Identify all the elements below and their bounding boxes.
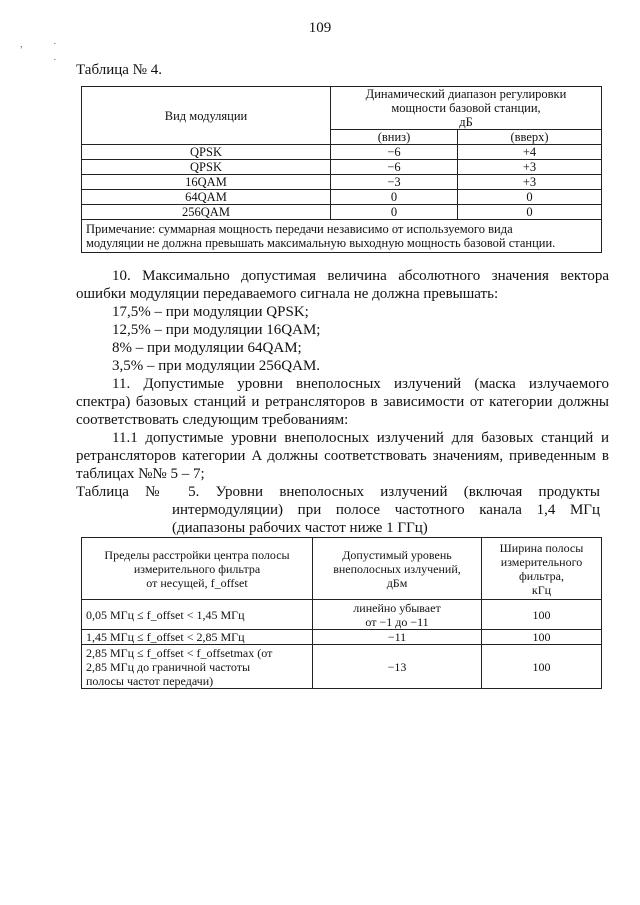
cell-modulation: QPSK	[82, 160, 331, 175]
table5	[81, 537, 602, 689]
cell-line: 2,85 МГц до граничной частоты	[86, 659, 251, 674]
table-row	[82, 205, 602, 220]
paragraph-line: 10. Максимально допустимая величина абсолютного значения вектора	[112, 268, 609, 284]
header-range-line: мощности базовой станции,	[391, 101, 541, 115]
note-line: модуляции не должна превышать максимальную выходную мощность базовой станции.	[86, 236, 556, 250]
cell-down: 0	[331, 205, 458, 220]
header-line: измерительного фильтра	[133, 561, 261, 576]
table5-title-line: Таблица № 5. Уровни внеполосных излучений (включая продукты	[76, 484, 600, 500]
table-row	[82, 145, 602, 160]
cell-up: +3	[457, 175, 601, 190]
cell-offset	[82, 645, 313, 689]
cell-line: от −1 до −11	[365, 614, 429, 629]
cell-line: −13	[387, 659, 407, 674]
header-line: от несущей, f_offset	[146, 575, 248, 590]
note-line: Примечание: суммарная мощность передачи независимо от используемого вида	[86, 222, 513, 236]
list-item: 3,5% – при модуляции 256QAM.	[112, 358, 321, 374]
table5-title-line: интермодуляции) при полосе частотного канала 1,4 МГц	[172, 502, 600, 518]
cell-line: 0,05 МГц ≤ f_offset < 1,45 МГц	[86, 607, 245, 622]
header-line: Допустимый уровень	[342, 547, 452, 562]
cell-bandwidth: 100	[482, 645, 602, 689]
header-range-line: Динамический диапазон регулировки	[365, 87, 567, 101]
header-range-unit: дБ	[459, 115, 473, 129]
cell-level	[313, 645, 482, 689]
table-row	[82, 645, 602, 689]
page-number: 109	[308, 20, 332, 36]
table-row	[82, 175, 602, 190]
cell-line: −11	[387, 630, 407, 644]
paragraph-line: соответствовать следующим требованиям:	[76, 412, 349, 428]
cell-down: −6	[331, 145, 458, 160]
table-row	[82, 160, 602, 175]
cell-level	[313, 630, 482, 645]
table-row	[82, 630, 602, 645]
table4-header-range	[331, 87, 602, 130]
cell-down: −3	[331, 175, 458, 190]
paragraph-line: ретрансляторов категории A должны соответствовать значениям, приведенным в	[76, 448, 609, 464]
cell-line: 2,85 МГц ≤ f_offset < f_offsetmax (от	[86, 645, 273, 660]
cell-bandwidth: 100	[482, 630, 602, 645]
paragraph-line: 11.1 допустимые уровни внеполосных излучений для базовых станций и	[112, 430, 609, 446]
table5-header-offset	[82, 538, 313, 600]
header-line: Ширина полосы	[499, 540, 584, 555]
header-line: фильтра,	[519, 568, 564, 583]
cell-up: 0	[457, 205, 601, 220]
cell-modulation: 16QAM	[82, 175, 331, 190]
table4-header-modulation: Вид модуляции	[82, 87, 331, 145]
cell-line: полосы частот передачи)	[86, 673, 214, 688]
section-11-1	[76, 429, 609, 483]
cell-line: линейно убывает	[353, 600, 441, 615]
cell-up: +4	[457, 145, 601, 160]
header-line: Пределы расстройки центра полосы	[104, 547, 290, 562]
table5-header-level	[313, 538, 482, 600]
section-10	[76, 267, 609, 303]
header-line: дБм	[386, 575, 408, 590]
cell-down: 0	[331, 190, 458, 205]
cell-offset	[82, 630, 313, 645]
paragraph-line: спектра) базовых станций и ретрансляторов в зависимости от категории должны	[76, 394, 609, 410]
table-row	[82, 600, 602, 630]
scan-artifact-mark: ·	[53, 54, 57, 66]
table4-caption: Таблица № 4.	[76, 62, 162, 78]
paragraph-line: таблицах №№ 5 – 7;	[76, 466, 205, 482]
cell-up: 0	[457, 190, 601, 205]
table5-title-line: (диапазоны рабочих частот ниже 1 ГГц)	[172, 520, 428, 536]
table4-header-up: (вверх)	[457, 130, 601, 145]
table5-header-bandwidth	[482, 538, 602, 600]
header-line: измерительного	[500, 554, 583, 569]
cell-down: −6	[331, 160, 458, 175]
paragraph-line: 11. Допустимые уровни внеполосных излучений (маска излучаемого	[112, 376, 609, 392]
cell-line: 1,45 МГц ≤ f_offset < 2,85 МГц	[86, 630, 245, 644]
scan-artifact-mark: ·	[53, 38, 57, 50]
table4-header-down: (вниз)	[331, 130, 458, 145]
list-item: 8% – при модуляции 64QAM;	[112, 340, 302, 356]
cell-modulation: 64QAM	[82, 190, 331, 205]
scan-artifact-mark: ,	[20, 38, 23, 50]
paragraph-line: ошибки модуляции передаваемого сигнала не должна превышать:	[76, 286, 499, 302]
cell-offset	[82, 600, 313, 630]
table4-note	[82, 220, 602, 253]
header-line: кГц	[531, 582, 552, 597]
cell-bandwidth: 100	[482, 600, 602, 630]
table-row	[82, 190, 602, 205]
cell-level	[313, 600, 482, 630]
list-item: 12,5% – при модуляции 16QAM;	[112, 322, 321, 338]
header-line: внеполосных излучений,	[333, 561, 461, 576]
cell-modulation: 256QAM	[82, 205, 331, 220]
table4	[81, 86, 602, 253]
cell-up: +3	[457, 160, 601, 175]
list-item: 17,5% – при модуляции QPSK;	[112, 304, 309, 320]
cell-modulation: QPSK	[82, 145, 331, 160]
section-11	[76, 375, 609, 429]
